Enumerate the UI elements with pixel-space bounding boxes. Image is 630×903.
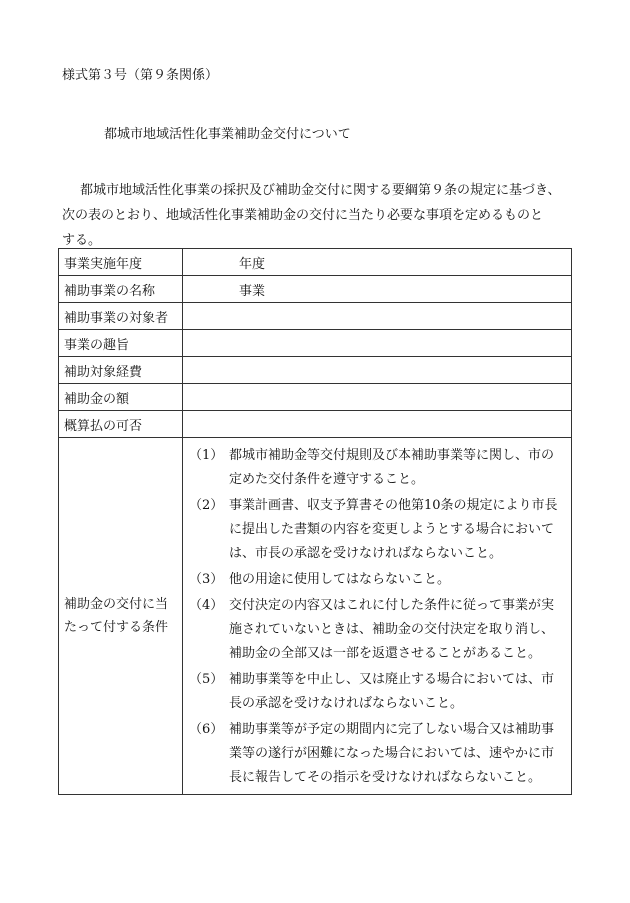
conditions-label xyxy=(59,438,183,795)
condition-item xyxy=(189,594,561,666)
row-value xyxy=(183,384,572,411)
table-row xyxy=(59,330,572,357)
table-row xyxy=(59,303,572,330)
row-value: 事業 xyxy=(183,276,572,303)
row-label: 補助事業の名称 xyxy=(59,276,183,303)
conditions-list xyxy=(183,438,572,795)
row-label: 事業の趣旨 xyxy=(59,330,183,357)
document-title: 都城市地域活性化事業補助金交付について xyxy=(104,127,351,142)
condition-text: 都城市補助金等交付規則及び本補助事業等に関し、市の定めた交付条件を遵守すること。 xyxy=(229,448,555,487)
table-row xyxy=(59,357,572,384)
condition-number: （3） xyxy=(189,572,224,587)
row-value xyxy=(183,303,572,330)
row-value xyxy=(183,330,572,357)
intro-line-3: する。 xyxy=(62,233,102,248)
intro-line-1: 都城市地域活性化事業の採択及び補助金交付に関する要綱第９条の規定に基づき、 xyxy=(80,183,561,198)
conditions-row xyxy=(59,438,572,795)
row-value xyxy=(183,411,572,438)
subsidy-table xyxy=(58,248,572,795)
form-number: 様式第３号（第９条関係） xyxy=(62,68,219,83)
row-value: 年度 xyxy=(183,249,572,276)
table-row xyxy=(59,384,572,411)
table-row xyxy=(59,249,572,276)
condition-item xyxy=(189,668,561,716)
condition-number: （4） xyxy=(189,598,224,613)
intro-paragraph xyxy=(62,178,582,253)
table-row xyxy=(59,411,572,438)
intro-line-2: 次の表のとおり、地域活性化事業補助金の交付に当たり必要な事項を定めるものと xyxy=(62,208,544,223)
condition-text: 補助事業等が予定の期間内に完了しない場合又は補助事業等の遂行が困難になった場合においては、速やかに市長に報告してその指示を受けなければならないこと。 xyxy=(229,722,555,785)
row-label: 事業実施年度 xyxy=(59,249,183,276)
row-label: 概算払の可否 xyxy=(59,411,183,438)
condition-number: （1） xyxy=(189,448,224,463)
condition-text: 他の用途に使用してはならないこと。 xyxy=(229,572,451,587)
condition-text: 補助事業等を中止し、又は廃止する場合においては、市長の承認を受けなければならないこと。 xyxy=(229,672,555,711)
row-value xyxy=(183,357,572,384)
row-label: 補助対象経費 xyxy=(59,357,183,384)
row-label: 補助事業の対象者 xyxy=(59,303,183,330)
conditions-label-line-1: 補助金の交付に当 xyxy=(64,597,169,612)
condition-text: 交付決定の内容又はこれに付した条件に従って事業が実施されていないときは、補助金の交付決定を取り消し、補助金の全部又は一部を返還させることがあること。 xyxy=(229,598,555,661)
condition-item xyxy=(189,568,561,592)
condition-item xyxy=(189,718,561,790)
table-row xyxy=(59,276,572,303)
condition-text: 事業計画書、収支予算書その他第10条の規定により市長に提出した書類の内容を変更しようとする場合においては、市長の承認を受けなければならないこと。 xyxy=(229,498,558,561)
condition-number: （5） xyxy=(189,672,224,687)
conditions-label-line-2: たって付する条件 xyxy=(64,620,169,635)
row-label: 補助金の額 xyxy=(59,384,183,411)
condition-number: （2） xyxy=(189,498,224,513)
condition-item xyxy=(189,494,561,566)
condition-item xyxy=(189,444,561,492)
condition-number: （6） xyxy=(189,722,224,737)
